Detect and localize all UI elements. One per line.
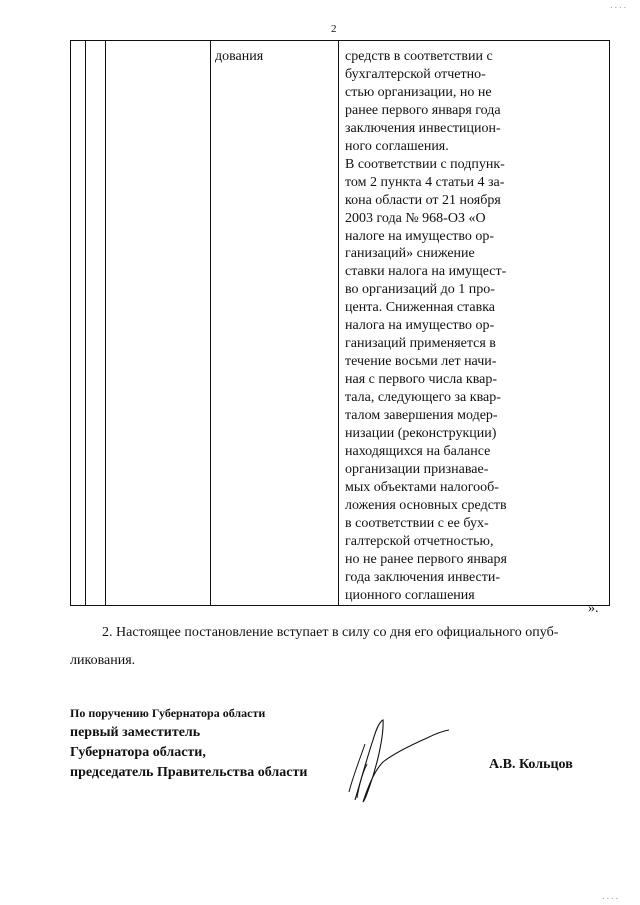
scan-mark-bottom: . . . . [602, 891, 618, 901]
cell-text-line: ная с первого числа квар- [345, 372, 498, 388]
cell-text-line: том 2 пункта 4 статьи 4 за- [345, 174, 505, 190]
cell-text-line: налоге на имущество ор- [345, 228, 494, 244]
cell-text-line: ганизаций» снижение [345, 246, 475, 262]
signer-title-line-3: Губернатора области, [70, 745, 206, 760]
cell-text-line: ного соглашения. [345, 138, 449, 154]
scan-mark-top: . . . . [610, 0, 626, 10]
cell-text-line: ганизаций применяется в [345, 336, 496, 352]
page-number: 2 [331, 23, 337, 35]
cell-text-line: находящихся на балансе [345, 443, 491, 459]
table-cell-2 [86, 41, 106, 606]
cell-text-line: ционного соглашения [345, 587, 475, 603]
cell-text-line: средств в соответствии с [345, 49, 493, 64]
cell-text-line: цента. Сниженная ставка [345, 300, 495, 316]
cell-text-line: ранее первого января года [345, 102, 501, 118]
cell-text-line: но не ранее первого января [345, 551, 507, 567]
cell-text-line: во организаций до 1 про- [345, 282, 495, 298]
handwritten-signature [343, 714, 453, 806]
cell-text-line: года заключения инвести- [345, 569, 501, 585]
cell-text-line: организации признавае- [345, 461, 489, 477]
cell-text-line: низации (реконструкции) [345, 426, 497, 442]
signer-title-line-4: председатель Правительства области [70, 765, 308, 780]
table-cell-3 [106, 41, 211, 606]
cell-text-line: галтерской отчетностью, [345, 533, 494, 549]
table-cell-4 [211, 41, 339, 606]
paragraph-line-2: ликования. [70, 653, 136, 668]
cell-text-line: дования [215, 49, 264, 64]
table-row [71, 41, 610, 606]
cell-text-line: налога на имущество ор- [345, 318, 495, 334]
signer-title-line-1: По поручению Губернатора области [70, 706, 266, 720]
table-cell-1 [71, 41, 86, 606]
cell-text-line: в соответствии с ее бух- [345, 515, 489, 531]
signature-block [70, 703, 307, 783]
cell-text-line: заключения инвестицион- [345, 120, 501, 136]
table-cell-5 [339, 41, 610, 606]
cell-4-text [211, 41, 338, 66]
cell-text-line: стью организации, но не [345, 84, 492, 100]
cell-text-line: талом завершения модер- [345, 408, 498, 424]
cell-text-line: мых объектами налогооб- [345, 479, 499, 495]
signer-title-line-2: первый заместитель [70, 725, 201, 740]
closing-quote: ». [588, 601, 599, 616]
cell-text-line: В соответствии с подпунк- [345, 156, 505, 172]
cell-text-line: кона области от 21 ноября [345, 192, 501, 208]
cell-5-text [339, 41, 609, 605]
cell-text-line: бухгалтерской отчетно- [345, 66, 486, 82]
cell-text-line: 2003 года № 968-ОЗ «О [345, 210, 486, 226]
cell-text-line: ложения основных средств [345, 497, 507, 513]
cell-text-line: ставки налога на имущест- [345, 264, 507, 280]
continuation-table [70, 40, 610, 606]
cell-text-line: тала, следующего за квар- [345, 390, 501, 406]
signer-name: А.В. Кольцов [489, 757, 573, 772]
paragraph-line-1: 2. Настоящее постановление вступает в силу со дня его официального опуб- [102, 625, 559, 640]
cell-text-line: течение восьми лет начи- [345, 354, 497, 370]
